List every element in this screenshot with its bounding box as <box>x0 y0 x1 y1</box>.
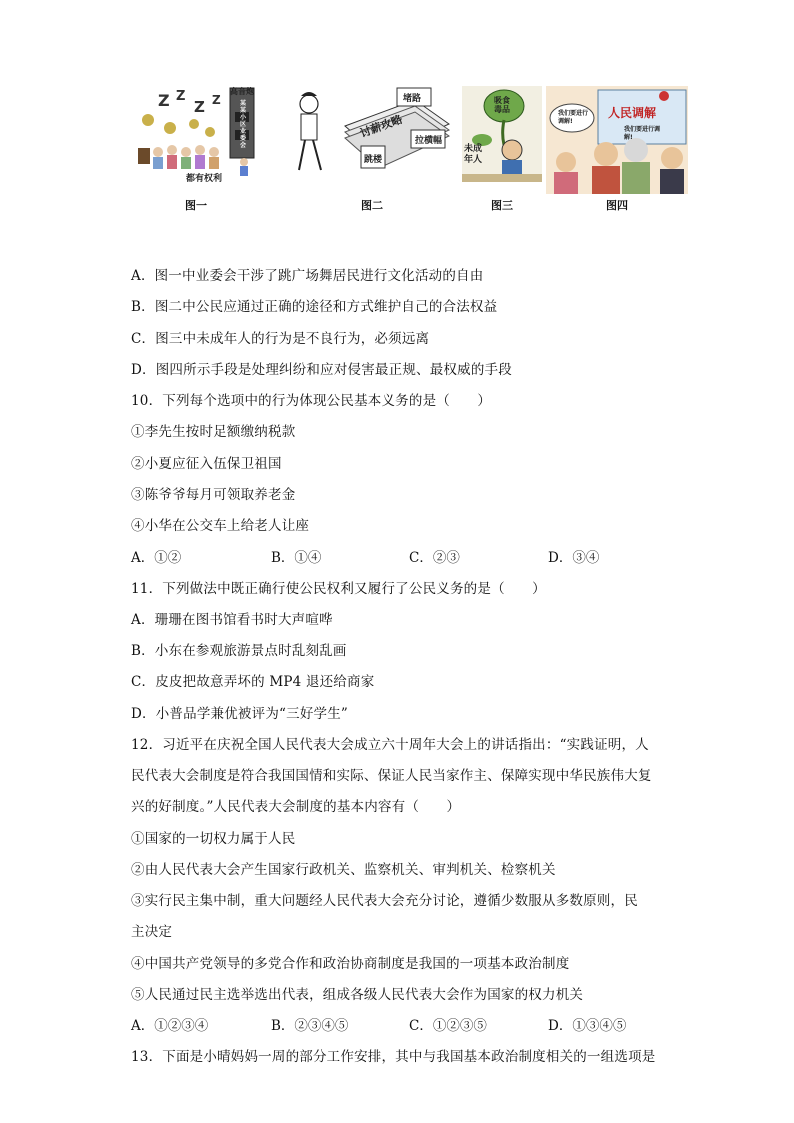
svg-text:Z: Z <box>194 98 205 116</box>
q12-stem-line-1: 12．习近平在庆祝全国人民代表大会成立六十周年大会上的讲话指出：“实践证明，人 <box>131 737 649 753</box>
q12-stem-line-2: 民代表大会制度是符合我国国情和实际、保证人民当家作主、保障实现中华民族伟大复 <box>131 768 652 784</box>
figure-4-label-bubble-right: 我们要进行调解! <box>624 126 661 141</box>
q11-stem: 11．下列做法中既正确行使公民权利又履行了公民义务的是（ ） <box>131 581 546 597</box>
figure-2-label-block-road: 堵路 <box>403 94 422 104</box>
figure-3-cartoon <box>462 86 542 182</box>
figure-1-cartoon <box>136 86 256 182</box>
q12-option-b: B．②③④⑤ <box>271 1018 349 1034</box>
svg-text:Z: Z <box>158 91 170 110</box>
figure-1-label-committee: 某某小区业委会 <box>240 100 247 149</box>
q11-option-c: C．皮皮把故意弄坏的 MP4 退还给商家 <box>131 674 375 690</box>
q10-item-2: ②小夏应征入伍保卫祖国 <box>131 456 282 472</box>
svg-text:Z: Z <box>212 93 221 107</box>
figure-4-drawing <box>546 86 688 194</box>
q12-item-3: ③实行民主集中制，重大问题经人民代表大会充分讨论，遵循少数服从多数原则，民 <box>131 893 638 909</box>
q10-option-d: D．③④ <box>548 550 600 566</box>
q11-option-d: D．小普品学兼优被评为“三好学生” <box>131 706 349 722</box>
figure-4 <box>546 86 688 212</box>
q9-option-a: A．图一中业委会干涉了跳广场舞居民进行文化活动的自由 <box>131 268 484 284</box>
q10-option-a: A．①② <box>131 550 182 566</box>
q11-option-b: B．小东在参观旅游景点时乱刻乱画 <box>131 643 347 659</box>
figure-2 <box>287 86 457 212</box>
svg-text:Z: Z <box>176 89 186 104</box>
q12-option-c: C．①②③⑤ <box>409 1018 487 1034</box>
q10-option-b: B．①④ <box>271 550 322 566</box>
q10-item-3: ③陈爷爷每月可领取养老金 <box>131 487 296 503</box>
q12-item-4: ④中国共产党领导的多党合作和政治协商制度是我国的一项基本政治制度 <box>131 956 570 972</box>
figure-strip <box>136 86 688 216</box>
figure-4-cartoon <box>546 86 688 194</box>
figure-2-caption: 图二 <box>361 199 383 212</box>
figure-1 <box>136 86 256 212</box>
figure-4-caption: 图四 <box>606 199 628 212</box>
figure-4-label-bubble-left: 我们要进行调解! <box>558 110 589 125</box>
q13-stem: 13．下面是小晴妈妈一周的部分工作安排，其中与我国基本政治制度相关的一组选项是 <box>131 1049 656 1065</box>
q12-option-a: A．①②③④ <box>131 1018 209 1034</box>
figure-3-label-minor: 未成年人 <box>464 144 483 165</box>
figure-3-label-drugs: 吸食毒品 <box>494 96 510 114</box>
figure-3 <box>462 86 542 212</box>
q10-item-1: ①李先生按时足额缴纳税款 <box>131 424 296 440</box>
q9-option-b: B．图二中公民应通过正确的途径和方式维护自己的合法权益 <box>131 299 498 315</box>
q12-item-2: ②由人民代表大会产生国家行政机关、监察机关、审判机关、检察机关 <box>131 862 556 878</box>
figure-1-caption: 图一 <box>185 199 207 212</box>
figure-2-cartoon <box>287 86 457 182</box>
q12-stem-line-3: 兴的好制度。”人民代表大会制度的基本内容有（ ） <box>131 799 461 815</box>
q10-item-4: ④小华在公交车上给老人让座 <box>131 518 310 534</box>
q9-option-c: C．图三中未成年人的行为是不良行为，必须远离 <box>131 331 430 347</box>
q12-item-5: ⑤人民通过民主选举选出代表，组成各级人民代表大会作为国家的权力机关 <box>131 987 584 1003</box>
q12-option-d: D．①③④⑤ <box>548 1018 627 1034</box>
q10-option-c: C．②③ <box>409 550 460 566</box>
figure-2-label-jump: 跳楼 <box>364 155 383 165</box>
q11-option-a: A．珊珊在图书馆看书时大声喧哗 <box>131 612 333 628</box>
q12-item-3-cont: 主决定 <box>131 924 173 940</box>
q12-item-1: ①国家的一切权力属于人民 <box>131 831 296 847</box>
figure-3-caption: 图三 <box>491 199 513 212</box>
figure-2-label-banner: 拉横幅 <box>415 136 443 146</box>
figure-2-label-strategy: 讨薪攻略 <box>358 112 405 141</box>
figure-1-drawing <box>136 86 256 182</box>
figure-4-label-mediation: 人民调解 <box>608 106 657 120</box>
figure-1-label-rights: 都有权利 <box>186 174 223 182</box>
q10-stem: 10．下列每个选项中的行为体现公民基本义务的是（ ） <box>131 393 492 409</box>
q9-option-d: D．图四所示手段是处理纠纷和应对侵害最正规、最权威的手段 <box>131 362 512 378</box>
figure-1-label-speaker: 高音炮 <box>230 87 254 96</box>
